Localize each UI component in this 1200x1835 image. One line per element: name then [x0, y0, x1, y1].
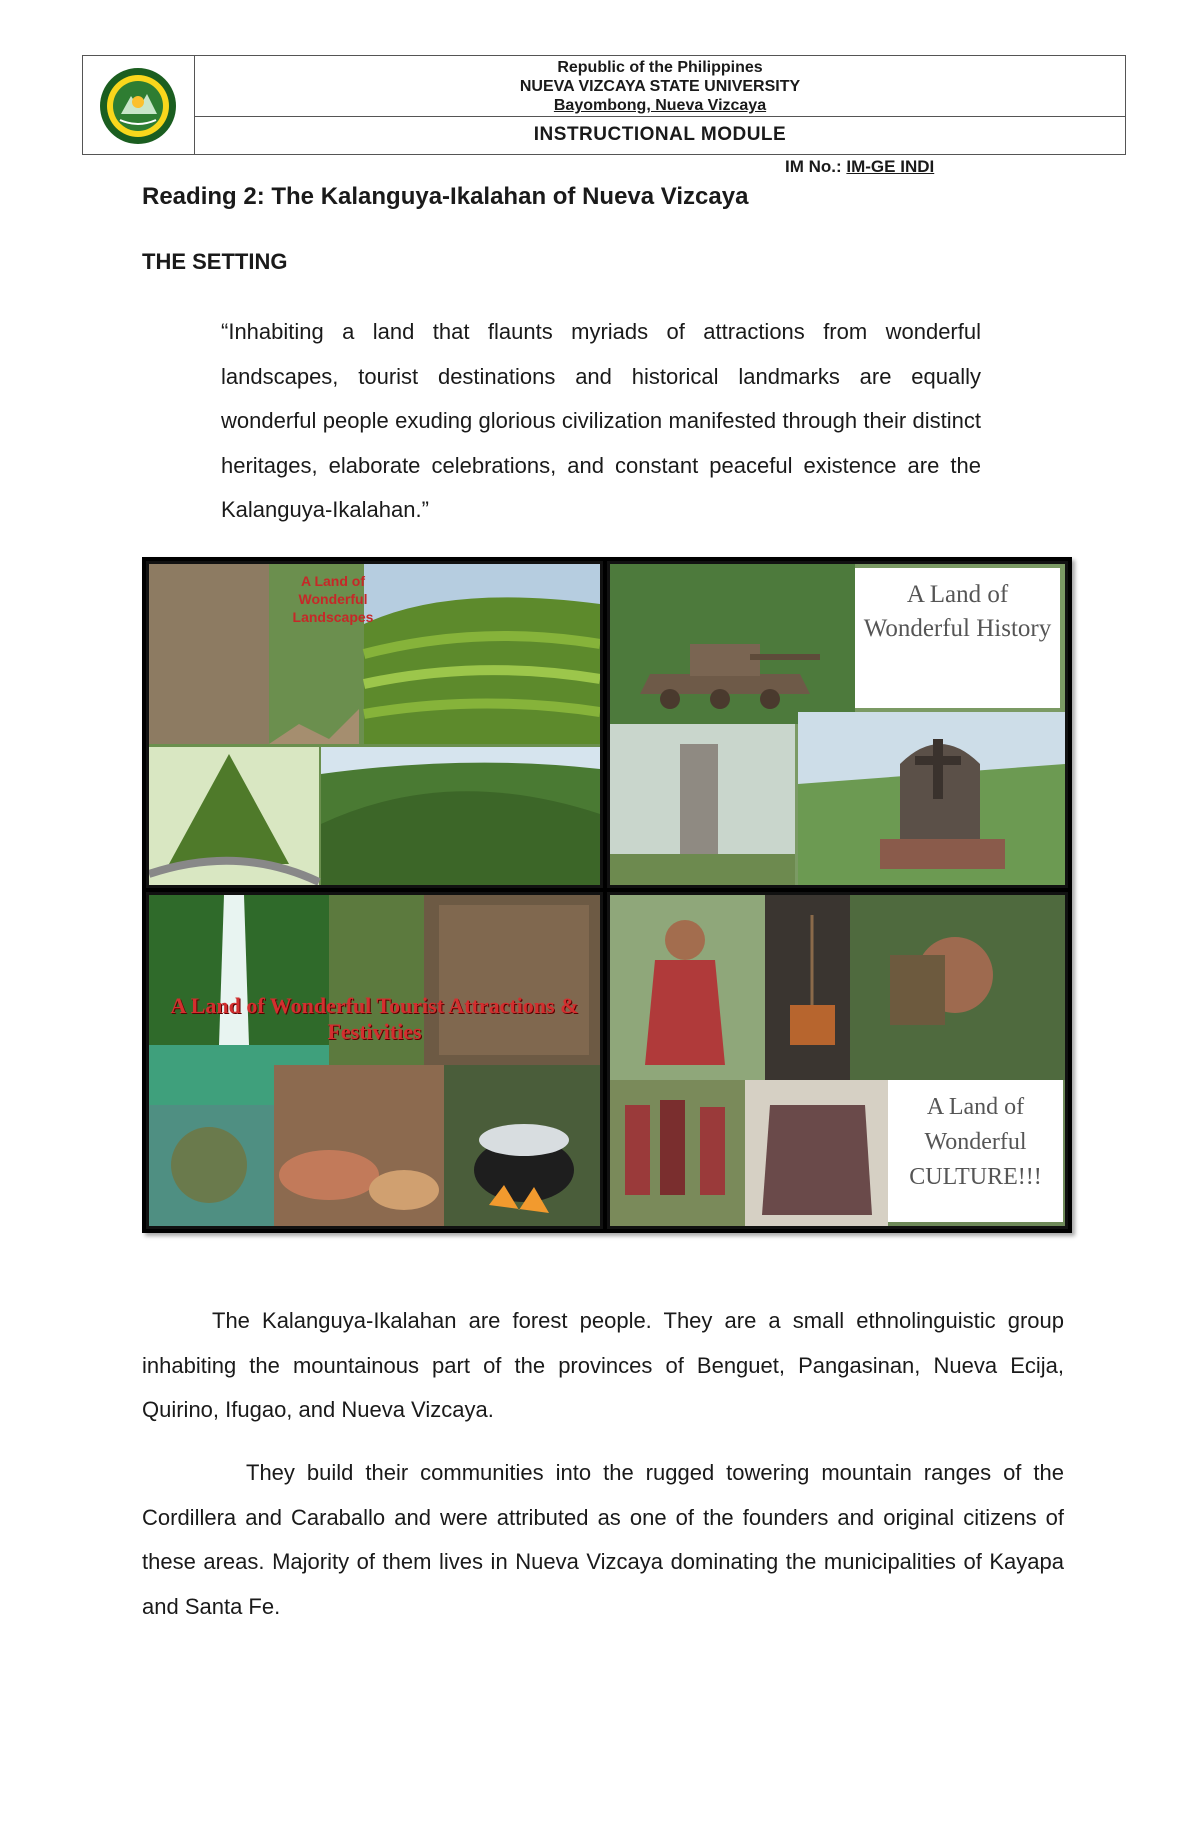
header-republic: Republic of the Philippines [557, 59, 763, 76]
header-university: NUEVA VIZCAYA STATE UNIVERSITY [519, 78, 801, 95]
im-value: IM-GE INDI [846, 157, 935, 176]
header-table [82, 55, 1126, 155]
history-label: A Land of Wonderful History [855, 568, 1060, 708]
tourist-panel [146, 892, 603, 1229]
history-panel [607, 561, 1068, 888]
header-institution [195, 56, 1125, 117]
culture-label: A Land of Wonderful CULTURE!!! [888, 1080, 1063, 1222]
reading-title: Reading 2: The Kalanguya-Ikalahan of Nueva Vizcaya [142, 183, 749, 210]
header-module: INSTRUCTIONAL MODULE [533, 124, 787, 145]
im-number [785, 157, 934, 177]
tourist-label: A Land of Wonderful Tourist Attractions & Festivities [170, 993, 579, 1044]
tourist-image [149, 895, 600, 1226]
body-paragraph-2: They build their communities into the rugged towering mountain ranges of the Cordillera and Caraballo and were attributed as one of the founders and original citizens of these areas. Majority of them lives in Nueva Vizcaya dominating the municipalities of Kayapa and Santa Fe. [142, 1460, 1064, 1619]
im-label: IM No.: [785, 157, 842, 176]
culture-panel [607, 892, 1068, 1229]
setting-quote: “Inhabiting a land that flaunts myriads of attractions from wonderful landscapes, tourist destinations and historical landmarks are equally wonderful people exuding glorious civilization manifested through their distinct heritages, elaborate celebrations, and constant peaceful existence are the Kalanguya-Ikalahan.” [221, 319, 981, 522]
photo-collage [142, 557, 1072, 1233]
body-paragraph-1: The Kalanguya-Ikalahan are forest people. They are a small ethnolinguistic group inhabiting the mountainous part of the provinces of Benguet, Pangasinan, Nueva Ecija, Quirino, Ifugao, and Nueva Vizcaya. [142, 1308, 1064, 1422]
university-seal-icon [95, 66, 181, 146]
landscapes-panel [146, 561, 603, 888]
header-location: Bayombong, Nueva Vizcaya [553, 97, 767, 114]
logo-cell [83, 56, 195, 154]
landscapes-label: A Land of Wonderful Landscapes [292, 573, 374, 625]
section-heading: THE SETTING [142, 249, 288, 274]
